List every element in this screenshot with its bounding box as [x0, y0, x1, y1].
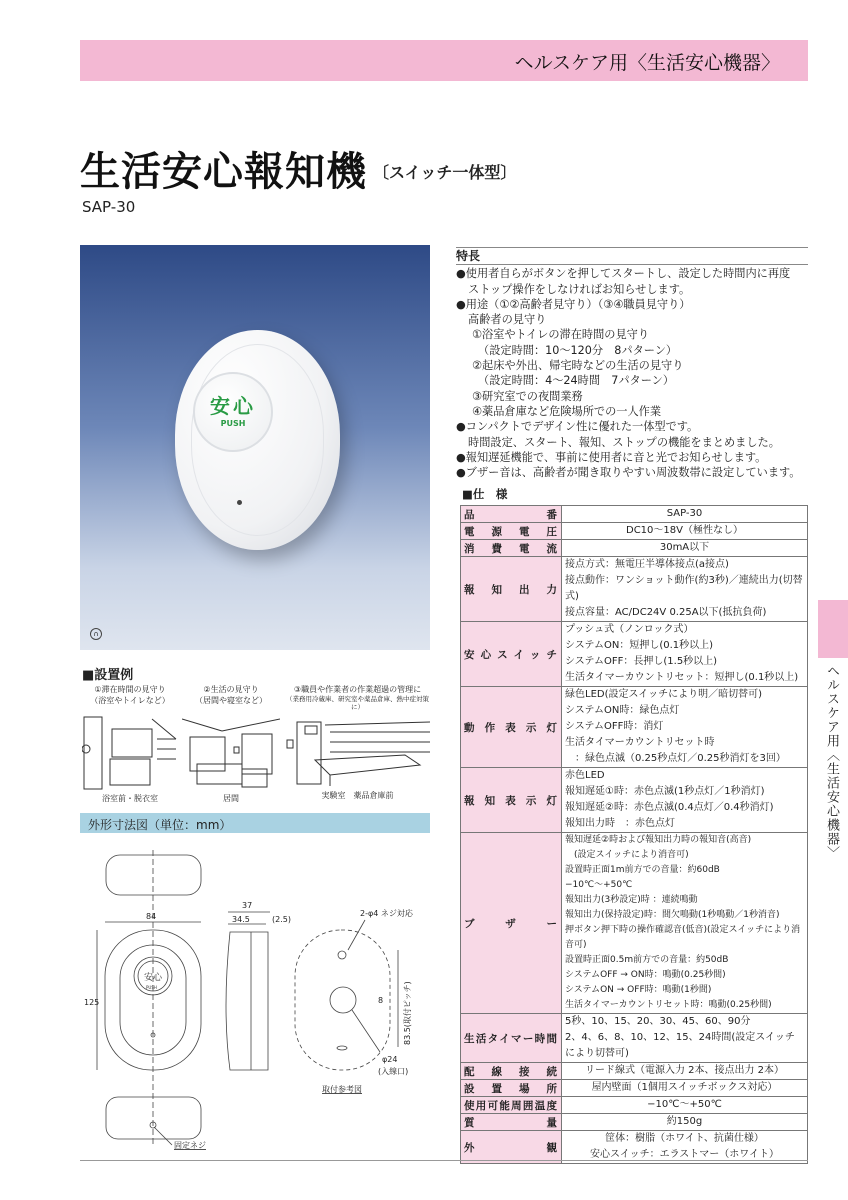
spec-value-line: 生活タイマーカウントリセット時：鳴動(0.25秒間) — [565, 1000, 772, 1011]
product-photo — [80, 245, 430, 650]
features-section — [456, 247, 808, 480]
spec-row — [461, 833, 808, 1014]
spec-label: 品番 — [461, 506, 562, 523]
side-index-tab — [818, 600, 848, 658]
feature-line: ●ブザー音は、高齢者が聞き取りやすい周波数帯に設定しています。 — [456, 466, 801, 480]
spec-value-line: 押ボタン押下時の操作確認音(低音)(設定スイッチにより消音可) — [565, 925, 801, 951]
feature-line: ●報知遅延機能で、事前に使用者に音と光でお知らせします。 — [456, 450, 767, 464]
spec-value — [562, 1014, 808, 1063]
spec-label: 消費電流 — [461, 540, 562, 557]
spec-value-line: 緑色LED(設定スイッチにより明／暗切替可) — [565, 689, 762, 701]
feature-line: ④薬品倉庫など危険場所での一人作業 — [472, 404, 662, 418]
spec-label: 報知出力 — [461, 557, 562, 622]
spec-value-line: リード線式（電源入力 2本、接点出力 2本） — [584, 1065, 785, 1077]
feature-line: ②起床や外出、帰宅時などの生活の見守り — [472, 359, 684, 373]
spec-label: 設置場所 — [461, 1080, 562, 1097]
spec-value — [562, 540, 808, 557]
spec-label: 動作表示灯 — [461, 687, 562, 768]
dim-offset: 8 — [378, 996, 384, 1005]
spec-row — [461, 557, 808, 622]
feature-line: ①浴室やトイレの滞在時間の見守り — [472, 328, 650, 342]
spec-value — [562, 768, 808, 833]
spec-value-line: 設置時正面0.5m前方での音量：約50dB — [565, 955, 729, 966]
spec-value — [562, 687, 808, 768]
dim-screw: 2-φ4 ネジ対応 — [360, 909, 413, 918]
spec-value — [562, 1097, 808, 1114]
spec-value — [562, 523, 808, 540]
dim-height: 125 — [84, 998, 100, 1007]
spec-row — [461, 1080, 808, 1097]
spec-value-line: 報知出力時 ：赤色点灯 — [565, 818, 675, 830]
dim-depth: 37 — [242, 901, 253, 910]
button-text: 安心 — [210, 394, 256, 418]
feature-line: ●コンパクトでデザイン性に優れた一体型です。 — [456, 420, 699, 434]
dimension-drawing — [80, 840, 430, 1160]
install-title: ①滞在時間の見守り — [94, 685, 166, 694]
spec-value-line: 生活タイマーカウントリセット：短押し(0.1秒以上) — [565, 672, 799, 684]
dim-pitch: 83.5(取付ピッチ) — [403, 981, 412, 1045]
spec-row — [461, 523, 808, 540]
spec-row — [461, 506, 808, 523]
feature-line: 時間設定、スタート、報知、ストップの機能をまとめました。 — [468, 435, 780, 449]
feature-line: ③研究室での夜間業務 — [472, 389, 583, 403]
dim-width: 84 — [146, 912, 157, 921]
spec-value-line: −10℃〜+50℃ — [647, 1099, 722, 1111]
spec-label: ブザー — [461, 833, 562, 1014]
mount-ref-label: 取付参考図 — [322, 1085, 362, 1094]
feature-line: 高齢者の見守り — [468, 313, 547, 327]
spec-row — [461, 1014, 808, 1063]
spec-value — [562, 506, 808, 523]
install-sub: （業務用冷蔵庫、研究室や薬品倉庫、熱中症対策に） — [286, 695, 429, 711]
spec-value-line: 報知遅延②時および報知出力時の報知音(高音) — [565, 835, 752, 846]
spec-row — [461, 1097, 808, 1114]
spec-value — [562, 1063, 808, 1080]
spec-label: 質量 — [461, 1114, 562, 1131]
spec-value-line: システムON → OFF時：鳴動(1秒間) — [565, 985, 712, 996]
spec-label: 安心スイッチ — [461, 622, 562, 687]
spec-value-line: 設置時正面1m前方での音量：約60dB — [565, 865, 720, 876]
dimension-heading: 外形寸法図（単位：mm） — [80, 813, 430, 833]
spec-value-line: 接点動作：ワンショット動作(約3秒)／連続出力(切替式) — [565, 575, 803, 603]
drawing-button-text: 安心 — [144, 973, 163, 983]
install-heading: ■設置例 — [82, 668, 134, 683]
spec-value-line: (設定スイッチにより消音可) — [565, 850, 689, 861]
fix-screw-label: 固定ネジ — [174, 1141, 206, 1150]
living-room-illustration — [182, 709, 280, 791]
antibacterial-mark-icon: ∩ — [90, 628, 102, 640]
install-example-3 — [285, 684, 430, 801]
category-title: ヘルスケア用〈生活安心機器〉 — [514, 52, 780, 74]
spec-value-line: 屋内壁面（1個用スイッチボックス対応） — [591, 1082, 778, 1094]
spec-value-line: 報知遅延①時：赤色点滅(1秒点灯／1秒消灯) — [565, 786, 765, 798]
spec-value — [562, 1131, 808, 1164]
install-example-1 — [82, 684, 178, 804]
anshin-push-button-image — [193, 372, 273, 452]
feature-line: （設定時間：4〜24時間 7パターン） — [478, 374, 675, 388]
spec-value-line: SAP-30 — [666, 508, 703, 520]
spec-value-line: 報知出力(保持設定)時：間欠鳴動(1秒鳴動／1秒消音) — [565, 910, 780, 921]
feature-line: ストップ操作をしなければお知らせします。 — [468, 282, 691, 296]
spec-row — [461, 768, 808, 833]
button-subtext: PUSH — [220, 419, 246, 428]
footer-divider — [80, 1160, 808, 1161]
spec-value-line: 報知遅延②時：赤色点滅(0.4点灯／0.4秒消灯) — [565, 802, 774, 814]
spec-value-line: 筐体：樹脂（ホワイト、抗菌仕様） — [605, 1133, 764, 1145]
spec-label: 使用可能周囲温度 — [461, 1097, 562, 1114]
spec-value-line: 5秒、10、15、20、30、45、60、90分 — [565, 1016, 751, 1028]
spec-label: 生活タイマー時間 — [461, 1014, 562, 1063]
product-model: SAP-30 — [82, 198, 136, 216]
spec-value-line: システムON時：緑色点灯 — [565, 705, 680, 717]
spec-value-line: 接点容量：AC/DC24V 0.25A以下(抵抗負荷) — [565, 607, 767, 619]
top-view — [106, 855, 201, 895]
spec-value — [562, 557, 808, 622]
category-header-bar — [80, 40, 808, 81]
dim-depth2: 34.5 — [232, 915, 250, 924]
install-caption: 浴室前・脱衣室 — [102, 794, 158, 803]
spec-value-line: 接点方式：無電圧半導体接点(a接点) — [565, 559, 729, 571]
install-title: ③職員や作業者の作業超過の管理に — [293, 685, 422, 694]
spec-value-line: 約150g — [666, 1116, 703, 1128]
title-row — [80, 148, 516, 196]
spec-row — [461, 1131, 808, 1164]
spec-value-line: システムOFF：長押し(1.5秒以上) — [565, 656, 718, 668]
spec-heading: ■仕 様 — [462, 487, 508, 502]
side-view — [226, 932, 268, 1070]
install-sub: （浴室やトイレなど） — [90, 696, 170, 705]
bottom-view — [106, 1097, 201, 1139]
spec-row — [461, 540, 808, 557]
spec-label: 電源電圧 — [461, 523, 562, 540]
spec-row — [461, 1114, 808, 1131]
spec-row — [461, 622, 808, 687]
spec-value-line: システムOFF時：消灯 — [565, 721, 664, 733]
spec-value-line: 2、4、6、8、10、12、15、24時間(設定スイッチにより切替可) — [565, 1032, 795, 1060]
product-subtitle: 〔スイッチ一体型〕 — [373, 163, 517, 182]
spec-value-line: 安心スイッチ：エラストマー（ホワイト） — [590, 1149, 779, 1161]
spec-value-line: 赤色LED — [565, 770, 605, 782]
dim-hole: φ24 — [382, 1055, 398, 1064]
spec-value-line: 報知出力(3秒設定)時 ：連続鳴動 — [565, 895, 698, 906]
spec-value-line: ：緑色点滅（0.25秒点灯／0.25秒消灯を3回） — [565, 753, 786, 765]
install-title: ②生活の見守り — [203, 685, 259, 694]
spec-row — [461, 1063, 808, 1080]
feature-line: ●使用者自らがボタンを押してスタートし、設定した時間内に再度 — [456, 267, 791, 281]
spec-value-line: DC10〜18V（極性なし） — [626, 525, 743, 537]
spec-value-line: システムON：短押し(0.1秒以上) — [565, 640, 714, 652]
spec-label: 報知表示灯 — [461, 768, 562, 833]
laboratory-illustration — [285, 714, 430, 788]
feature-line: （設定時間：10〜120分 8パターン） — [478, 343, 678, 357]
drawing-button-sub: PUSH — [146, 985, 157, 990]
device-image — [175, 330, 340, 550]
spec-value — [562, 1080, 808, 1097]
spec-value — [562, 833, 808, 1014]
side-index-text: ヘルスケア用〈生活安心機器〉 — [824, 664, 839, 860]
dim-hole-sub: (入線口) — [378, 1067, 409, 1076]
spec-label: 外観 — [461, 1131, 562, 1164]
dim-gap: (2.5) — [272, 915, 291, 924]
spec-row — [461, 687, 808, 768]
spec-value-line: システムOFF → ON時：鳴動(0.25秒間) — [565, 970, 726, 981]
spec-value-line: 生活タイマーカウントリセット時 — [565, 737, 715, 749]
spec-table — [460, 505, 808, 1164]
install-caption: 実験室 薬品倉庫前 — [321, 791, 394, 800]
install-example-2 — [182, 684, 280, 804]
spec-value-line: プッシュ式（ノンロック式） — [565, 624, 694, 636]
led-icon — [237, 500, 242, 505]
right-column — [456, 247, 808, 1164]
install-caption: 居間 — [223, 794, 239, 803]
spec-value-line: −10℃〜+50℃ — [565, 880, 633, 891]
spec-value-line: 30mA以下 — [659, 542, 710, 554]
feature-line: ●用途（①②高齢者見守り）（③④職員見守り） — [456, 297, 691, 311]
features-heading: 特長 — [456, 247, 808, 265]
spec-value — [562, 1114, 808, 1131]
product-title: 生活安心報知機 — [80, 149, 367, 195]
install-sub: （居間や寝室など） — [195, 696, 267, 705]
bathroom-illustration — [82, 709, 178, 791]
spec-value — [562, 622, 808, 687]
spec-label: 配線接続 — [461, 1063, 562, 1080]
